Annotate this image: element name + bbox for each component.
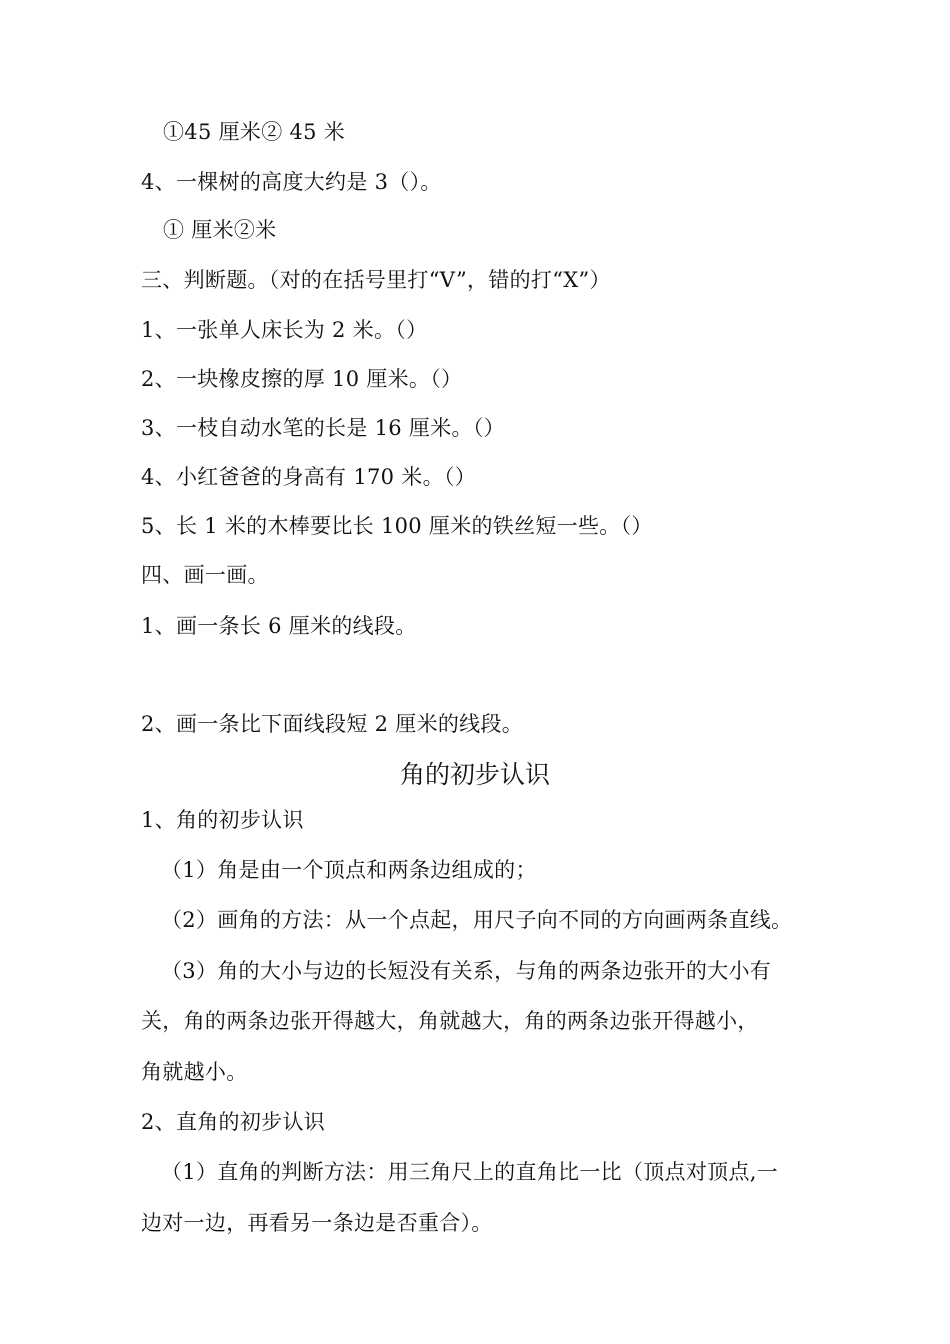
judgement-item-5: 5、长 1 米的木棒要比长 100 厘米的铁丝短一些。（） <box>141 514 653 538</box>
angle-point-3: （3）角的大小与边的长短没有关系，与角的两条边张开的大小有 <box>161 959 772 983</box>
option-line-length: ①45 厘米② 45 米 <box>163 120 346 144</box>
subheading-right-angle: 2、直角的初步认识 <box>141 1110 326 1134</box>
question-tree-height: 4、一棵树的高度大约是 3（）。 <box>141 170 442 194</box>
section-title: 角的初步认识 <box>399 760 550 789</box>
angle-point-1: （1）角是由一个顶点和两条边组成的； <box>161 858 537 882</box>
right-angle-point-1: （1）直角的判断方法：用三角尺上的直角比一比（顶点对顶点,一 <box>161 1160 779 1184</box>
option-line-unit: ① 厘米②米 <box>163 218 277 242</box>
angle-point-3-cont-2: 角就越小。 <box>141 1060 248 1084</box>
judgement-item-2: 2、一块橡皮擦的厚 10 厘米。（） <box>141 367 463 391</box>
right-angle-point-1-cont: 边对一边，再看另一条边是否重合）。 <box>141 1211 493 1235</box>
section-heading-judgement: 三、判断题。（对的在括号里打“V”，错的打“X”） <box>141 268 611 292</box>
angle-point-2: （2）画角的方法：从一个点起，用尺子向不同的方向画两条直线。 <box>161 908 793 932</box>
subheading-angle: 1、角的初步认识 <box>141 808 304 832</box>
drawing-item-1: 1、画一条长 6 厘米的线段。 <box>141 614 417 638</box>
judgement-item-4: 4、小红爸爸的身高有 170 米。（） <box>141 465 476 489</box>
judgement-item-3: 3、一枝自动水笔的长是 16 厘米。（） <box>141 416 505 440</box>
section-heading-drawing: 四、画一画。 <box>141 563 269 587</box>
judgement-item-1: 1、一张单人床长为 2 米。（） <box>141 318 428 342</box>
drawing-item-2: 2、画一条比下面线段短 2 厘米的线段。 <box>141 712 524 736</box>
angle-point-3-cont-1: 关，角的两条边张开得越大，角就越大，角的两条边张开得越小， <box>141 1009 759 1033</box>
